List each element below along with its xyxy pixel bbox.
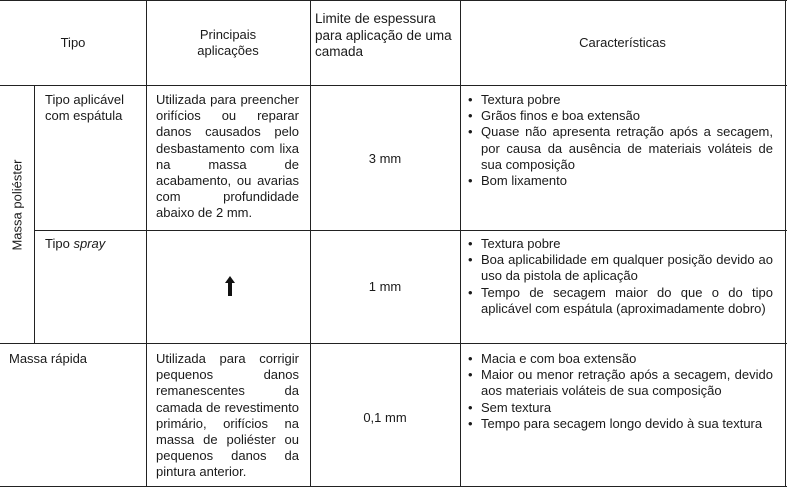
row2-tipo-prefix: Tipo [45,236,70,251]
list-item: • Bom lixamento [467,173,773,189]
list-item: • Tempo de secagem maior do que o do tipo aplicável com espátula (aproximadamente dobro) [467,285,773,317]
col-divider-1 [146,0,147,487]
row2-feature-list [467,236,773,317]
col-divider-3 [460,0,461,487]
list-item: • Tempo para secagem longo devido à sua textura [467,416,773,432]
list-item: • Quase não apresenta retração após a secagem, por causa da ausência de materiais voláteis de sua composição [467,124,773,173]
group-label-massa-poliester: Massa poliéster [9,159,25,251]
header-caracteristicas: Características [579,35,666,50]
row3-aplicacao: Utilizada para corrigir pequenos danos remanescentes da camada de revestimento primário, orifícios na massa de poliéster ou pequenos danos da pintura anterior. [156,351,299,480]
row1-caracteristicas [467,92,773,189]
list-item: • Boa aplicabilidade em qualquer posição devido ao uso da pistola de aplicação [467,252,773,284]
row1-feature-list [467,92,773,189]
row2-tipo-em: spray [73,236,106,251]
header-aplicacoes: Principais aplicações [197,27,259,59]
row1-limite: 3 mm [368,151,402,166]
table-bottom-border [0,486,787,487]
list-item: • Macia e com boa extensão [467,351,773,367]
group-divider [34,85,35,343]
list-item: • Textura pobre [467,236,773,252]
row3-feature-list [467,351,773,432]
list-item: • Sem textura [467,400,773,416]
header-bottom-border [0,85,787,86]
list-item: • Grãos finos e boa extensão [467,108,773,124]
row2-limite: 1 mm [368,279,402,294]
list-item: • Textura pobre [467,92,773,108]
group-bottom-border [0,343,787,344]
up-arrow-icon [225,276,235,296]
row1-tipo: Tipo aplicável com espátula [45,92,125,124]
list-item: • Maior ou menor retração após a secagem, devido aos materiais voláteis de sua composição [467,367,773,399]
header-limite: Limite de espessura para aplicação de uma camada [315,11,452,59]
row3-tipo: Massa rápida [9,351,88,366]
row2-caracteristicas [467,236,773,317]
table-right-border [785,0,786,487]
row1-aplicacao: Utilizada para preencher orifícios ou reparar danos causados pelo desbastamento com lixa na massa de acabamento, ou avarias com profundidade abaixo de 2 mm. [156,92,299,221]
row2-tipo [45,236,140,252]
header-tipo: Tipo [60,35,86,50]
row3-caracteristicas [467,351,773,432]
table-top-border [0,0,787,1]
row3-limite: 0,1 mm [363,410,407,425]
